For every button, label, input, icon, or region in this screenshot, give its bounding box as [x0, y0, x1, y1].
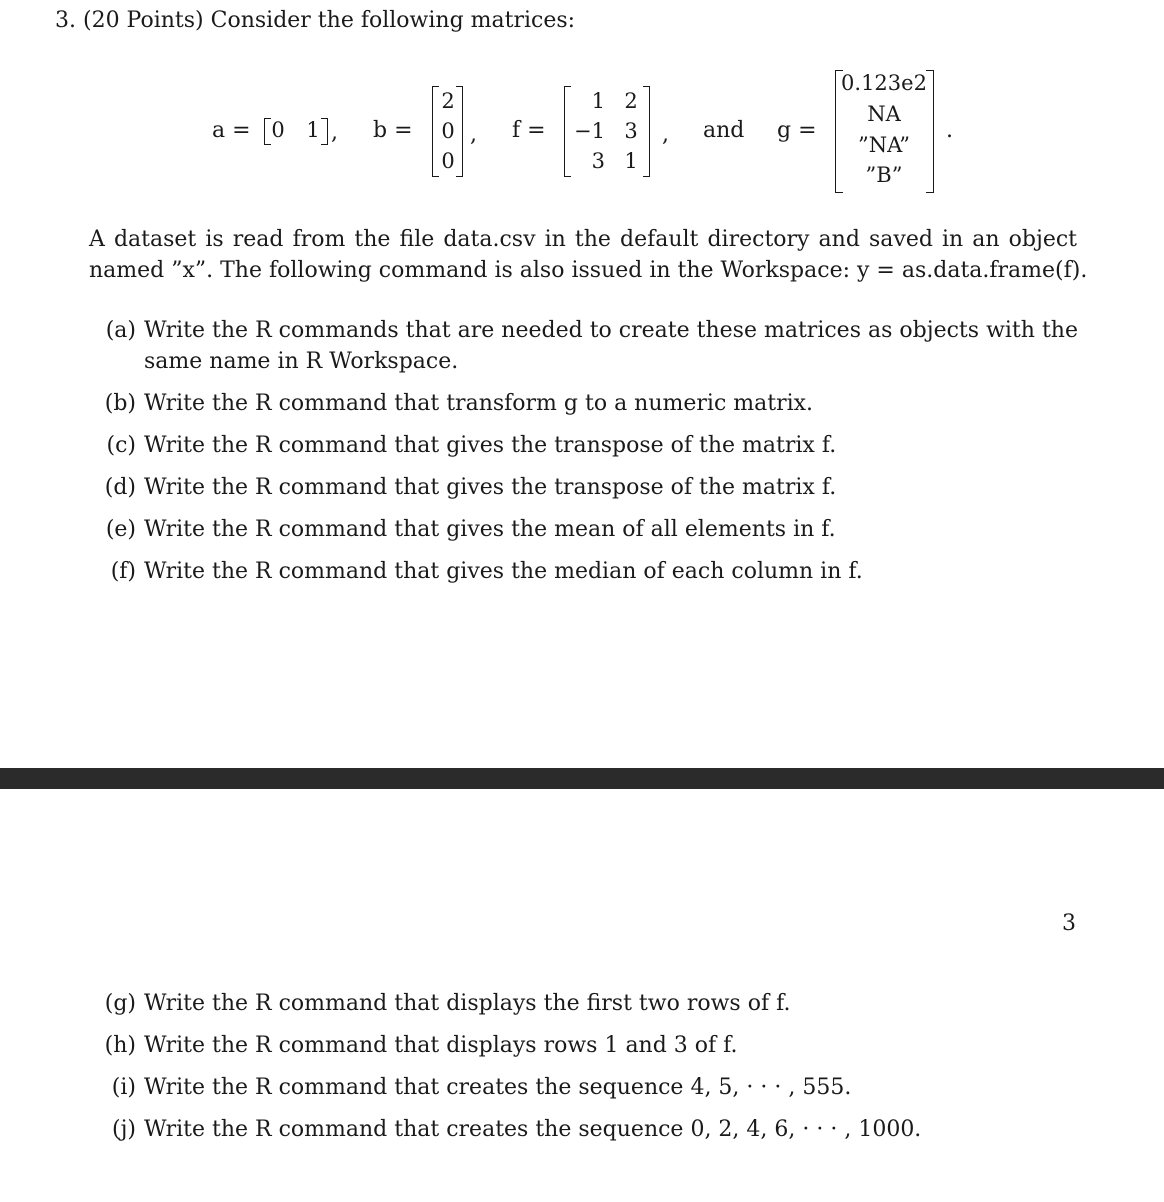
question-text: Write the R command that gives the transpose of the matrix f.: [144, 433, 837, 458]
page-divider: [0, 768, 1164, 789]
question-text: Write the R command that transform g to a numeric matrix.: [144, 391, 814, 416]
matrix-g-label: g =: [777, 118, 817, 143]
matrix-g-period: .: [946, 118, 953, 143]
matrix-f-right-bracket: [643, 86, 650, 177]
matrix-g-cell: ”B”: [865, 163, 903, 187]
matrix-f-label: f =: [512, 118, 546, 143]
matrix-g-right-bracket: [926, 70, 934, 193]
matrix-f-cell: 3: [591, 149, 605, 173]
matrix-a-label: a =: [212, 118, 251, 143]
matrix-b-cell: 0: [441, 119, 455, 143]
matrix-a-comma: ,: [331, 120, 338, 145]
question-text: Write the R command that creates the sequence 4, 5, · · · , 555.: [144, 1075, 852, 1100]
question-text: Write the R commands that are needed to create these matrices as objects with the: [144, 318, 1078, 343]
question-label: (i): [111, 1075, 136, 1100]
matrix-b-right-bracket: [456, 86, 463, 177]
matrix-f-cell: 3: [624, 119, 638, 143]
dataset-line-2: named ”x”. The following command is also issued in the Workspace: y = as.data.frame(f).: [89, 258, 1088, 283]
matrix-f-comma: ,: [662, 122, 669, 147]
matrix-b-cell: 0: [441, 149, 455, 173]
dataset-line-1: A dataset is read from the file data.csv in the default directory and saved in an object: [89, 227, 1077, 252]
matrix-f-cell: 2: [624, 89, 638, 113]
matrix-b-cell: 2: [441, 89, 455, 113]
question-label: (b): [104, 391, 136, 416]
matrix-f-cell: 1: [591, 89, 605, 113]
matrix-f-left-bracket: [564, 86, 571, 177]
question-label: (e): [105, 517, 136, 542]
problem-heading: 3. (20 Points) Consider the following matrices:: [55, 8, 576, 33]
matrix-b-label: b =: [373, 118, 413, 143]
page-number: 3: [1062, 911, 1076, 936]
matrix-a-cell: 1: [306, 118, 320, 142]
question-label: (a): [105, 318, 136, 343]
question-text: Write the R command that displays rows 1 and 3 of f.: [144, 1033, 738, 1058]
matrix-g-cell: 0.123e2: [841, 71, 927, 95]
matrix-a-cell: 0: [271, 118, 285, 142]
question-label: (f): [110, 559, 136, 584]
matrix-f-cell: 1: [624, 149, 638, 173]
question-text: Write the R command that gives the transpose of the matrix f.: [144, 475, 837, 500]
question-text-continued: same name in R Workspace.: [144, 349, 459, 374]
question-text: Write the R command that gives the median of each column in f.: [144, 559, 863, 584]
matrix-g-cell: NA: [867, 102, 901, 126]
matrix-b-comma: ,: [470, 122, 477, 147]
question-label: (c): [106, 433, 136, 458]
question-label: (d): [104, 475, 136, 500]
matrix-f-cell: −1: [574, 119, 605, 143]
question-label: (j): [112, 1117, 136, 1142]
question-label: (h): [104, 1033, 136, 1058]
matrix-g-cell: ”NA”: [858, 133, 910, 157]
and-word: and: [703, 118, 745, 143]
question-text: Write the R command that gives the mean of all elements in f.: [144, 517, 836, 542]
question-label: (g): [104, 991, 136, 1016]
matrix-a-right-bracket: [321, 118, 328, 145]
question-text: Write the R command that creates the sequence 0, 2, 4, 6, · · · , 1000.: [144, 1117, 922, 1142]
question-text: Write the R command that displays the first two rows of f.: [144, 991, 791, 1016]
